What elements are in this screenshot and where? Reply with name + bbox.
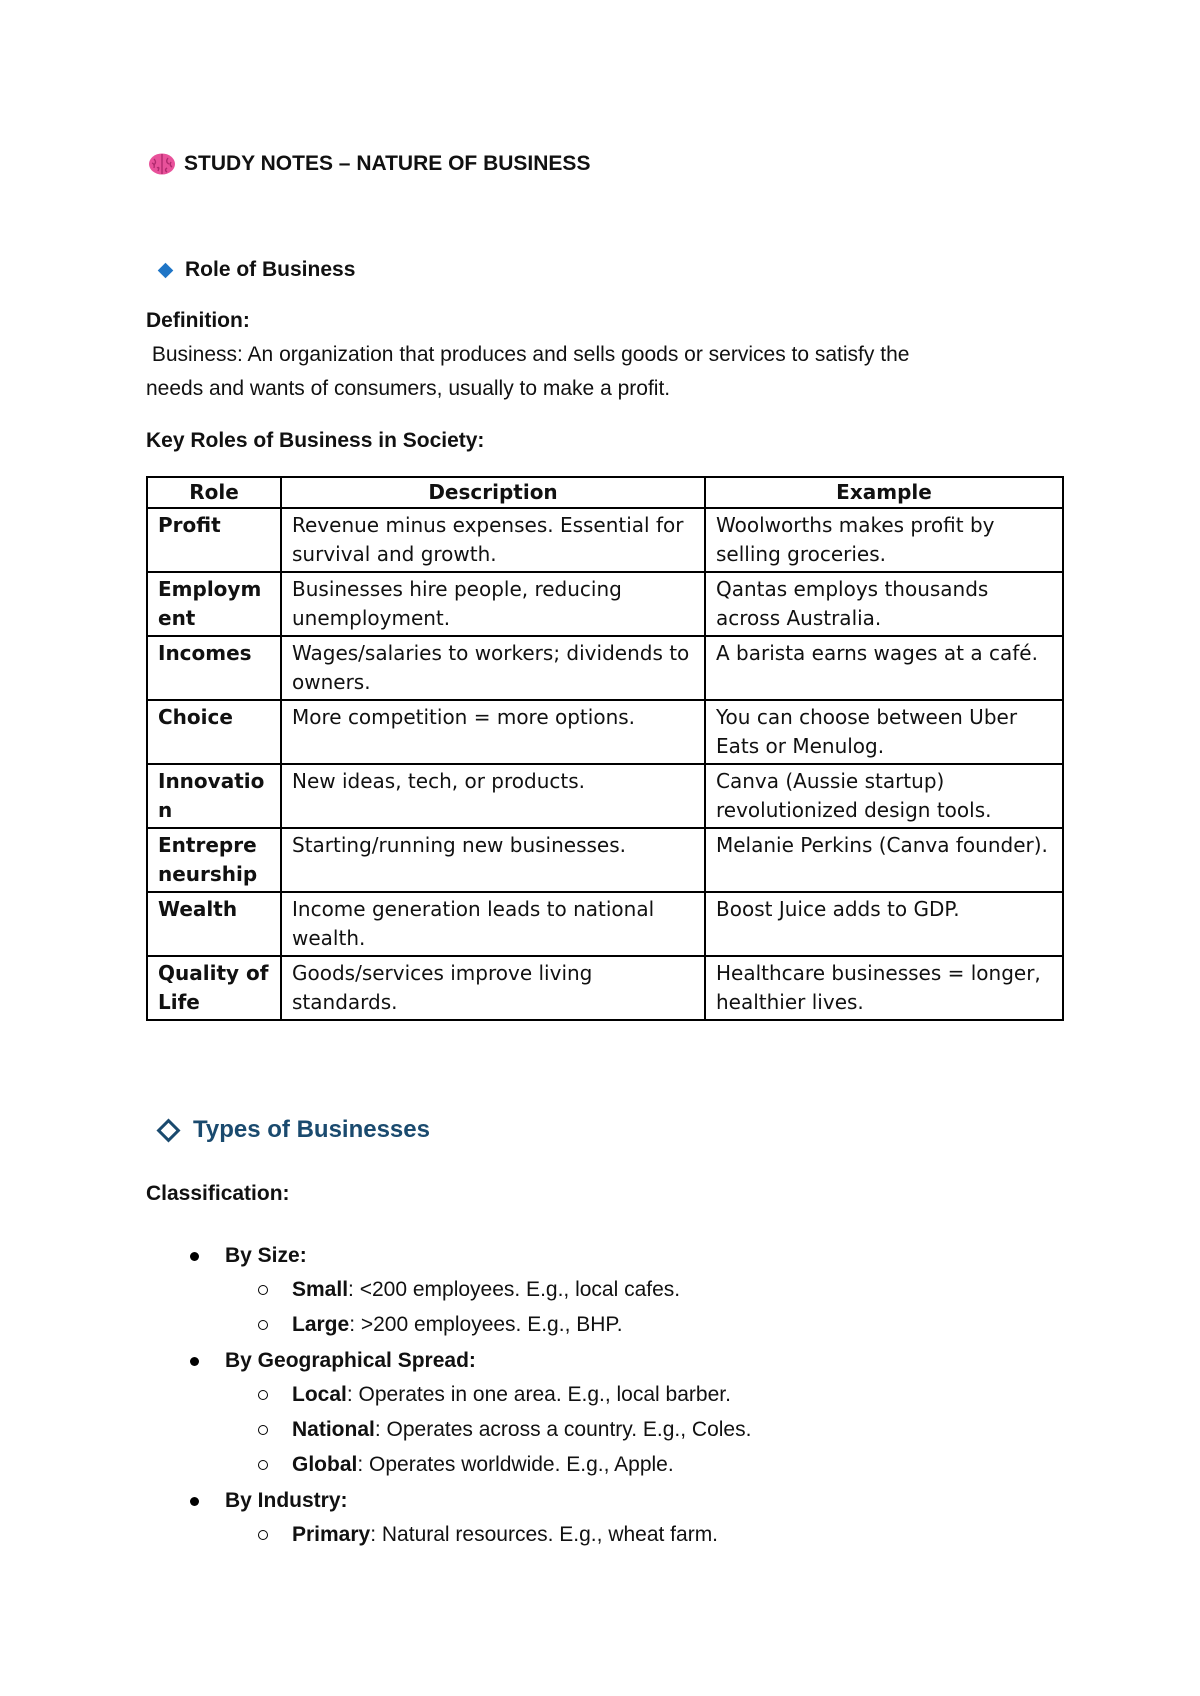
- item-term: Local: [292, 1383, 347, 1406]
- item-term: Large: [292, 1313, 350, 1336]
- header-example: Example: [705, 477, 1063, 508]
- example-cell: A barista earns wages at a café.: [705, 636, 1063, 700]
- table-row: [147, 956, 1063, 1020]
- classification-label: Classification:: [146, 1182, 290, 1205]
- description-cell: Businesses hire people, reducing unemployment.: [281, 572, 705, 636]
- section-heading-text: Role of Business: [185, 258, 356, 281]
- section-heading-types: [157, 1116, 430, 1144]
- definition-label: Definition:: [146, 309, 250, 332]
- item-text: : Operates across a country. E.g., Coles.: [374, 1418, 752, 1441]
- table-row: [147, 764, 1063, 828]
- item-text: : Operates worldwide. E.g., Apple.: [357, 1453, 674, 1476]
- document-title: [148, 152, 590, 176]
- sub-list-item: [258, 1313, 623, 1337]
- definition-text-line2: needs and wants of consumers, usually to make a profit.: [146, 377, 671, 400]
- sub-list-item: [258, 1523, 718, 1547]
- role-cell: Incomes: [147, 636, 281, 700]
- item-text: : Operates in one area. E.g., local barber.: [346, 1383, 731, 1406]
- item-text: : >200 employees. E.g., BHP.: [349, 1313, 623, 1336]
- sub-list-item: [258, 1278, 680, 1302]
- example-cell: Melanie Perkins (Canva founder).: [705, 828, 1063, 892]
- section-heading-text: Types of Businesses: [193, 1116, 430, 1143]
- list-item: [190, 1244, 307, 1268]
- group-label: By Geographical Spread:: [225, 1349, 476, 1372]
- hollow-bullet-icon: [258, 1460, 268, 1470]
- example-cell: Qantas employs thousands across Australia.: [705, 572, 1063, 636]
- item-term: Primary: [292, 1523, 371, 1546]
- example-cell: You can choose between Uber Eats or Menulog.: [705, 700, 1063, 764]
- brain-icon: [148, 152, 176, 176]
- definition-text-line1: Business: An organization that produces and sells goods or services to satisfy the: [146, 343, 910, 366]
- role-cell: Entrepreneurship: [147, 828, 281, 892]
- header-role: Role: [147, 477, 281, 508]
- hollow-bullet-icon: [258, 1285, 268, 1295]
- description-cell: Income generation leads to national wealth.: [281, 892, 705, 956]
- hollow-bullet-icon: [258, 1390, 268, 1400]
- hollow-bullet-icon: [258, 1425, 268, 1435]
- description-cell: New ideas, tech, or products.: [281, 764, 705, 828]
- description-cell: More competition = more options.: [281, 700, 705, 764]
- bullet-icon: [190, 1497, 199, 1506]
- description-cell: Goods/services improve living standards.: [281, 956, 705, 1020]
- role-cell: Quality of Life: [147, 956, 281, 1020]
- section-heading-role: [157, 258, 355, 282]
- group-label: By Size:: [225, 1244, 307, 1267]
- item-text: : <200 employees. E.g., local cafes.: [348, 1278, 681, 1301]
- role-cell: Choice: [147, 700, 281, 764]
- hollow-bullet-icon: [258, 1530, 268, 1540]
- table-row: [147, 636, 1063, 700]
- example-cell: Canva (Aussie startup) revolutionized design tools.: [705, 764, 1063, 828]
- table-header-row: [147, 477, 1063, 508]
- sub-list-item: [258, 1418, 751, 1442]
- bullet-icon: [190, 1357, 199, 1366]
- roles-table: [146, 476, 1064, 1021]
- description-cell: Starting/running new businesses.: [281, 828, 705, 892]
- table-row: [147, 700, 1063, 764]
- description-cell: Revenue minus expenses. Essential for survival and growth.: [281, 508, 705, 572]
- item-term: Small: [292, 1278, 349, 1301]
- group-label: By Industry:: [225, 1489, 348, 1512]
- table-row: [147, 508, 1063, 572]
- hollow-bullet-icon: [258, 1320, 268, 1330]
- example-cell: Boost Juice adds to GDP.: [705, 892, 1063, 956]
- list-item: [190, 1489, 348, 1513]
- title-text: STUDY NOTES – NATURE OF BUSINESS: [184, 152, 591, 175]
- list-item: [190, 1349, 476, 1373]
- header-description: Description: [281, 477, 705, 508]
- role-cell: Wealth: [147, 892, 281, 956]
- key-roles-label: Key Roles of Business in Society:: [146, 429, 485, 452]
- table-row: [147, 892, 1063, 956]
- blue-diamond-icon: [158, 262, 174, 278]
- role-cell: Employment: [147, 572, 281, 636]
- sub-list-item: [258, 1383, 731, 1407]
- example-cell: Healthcare businesses = longer, healthier lives.: [705, 956, 1063, 1020]
- role-cell: Innovation: [147, 764, 281, 828]
- description-cell: Wages/salaries to workers; dividends to owners.: [281, 636, 705, 700]
- sub-list-item: [258, 1453, 674, 1477]
- bullet-icon: [190, 1252, 199, 1261]
- table-row: [147, 828, 1063, 892]
- role-cell: Profit: [147, 508, 281, 572]
- table-row: [147, 572, 1063, 636]
- item-term: National: [292, 1418, 375, 1441]
- outline-diamond-icon: [156, 1118, 180, 1142]
- item-text: : Natural resources. E.g., wheat farm.: [370, 1523, 719, 1546]
- example-cell: Woolworths makes profit by selling groceries.: [705, 508, 1063, 572]
- item-term: Global: [292, 1453, 358, 1476]
